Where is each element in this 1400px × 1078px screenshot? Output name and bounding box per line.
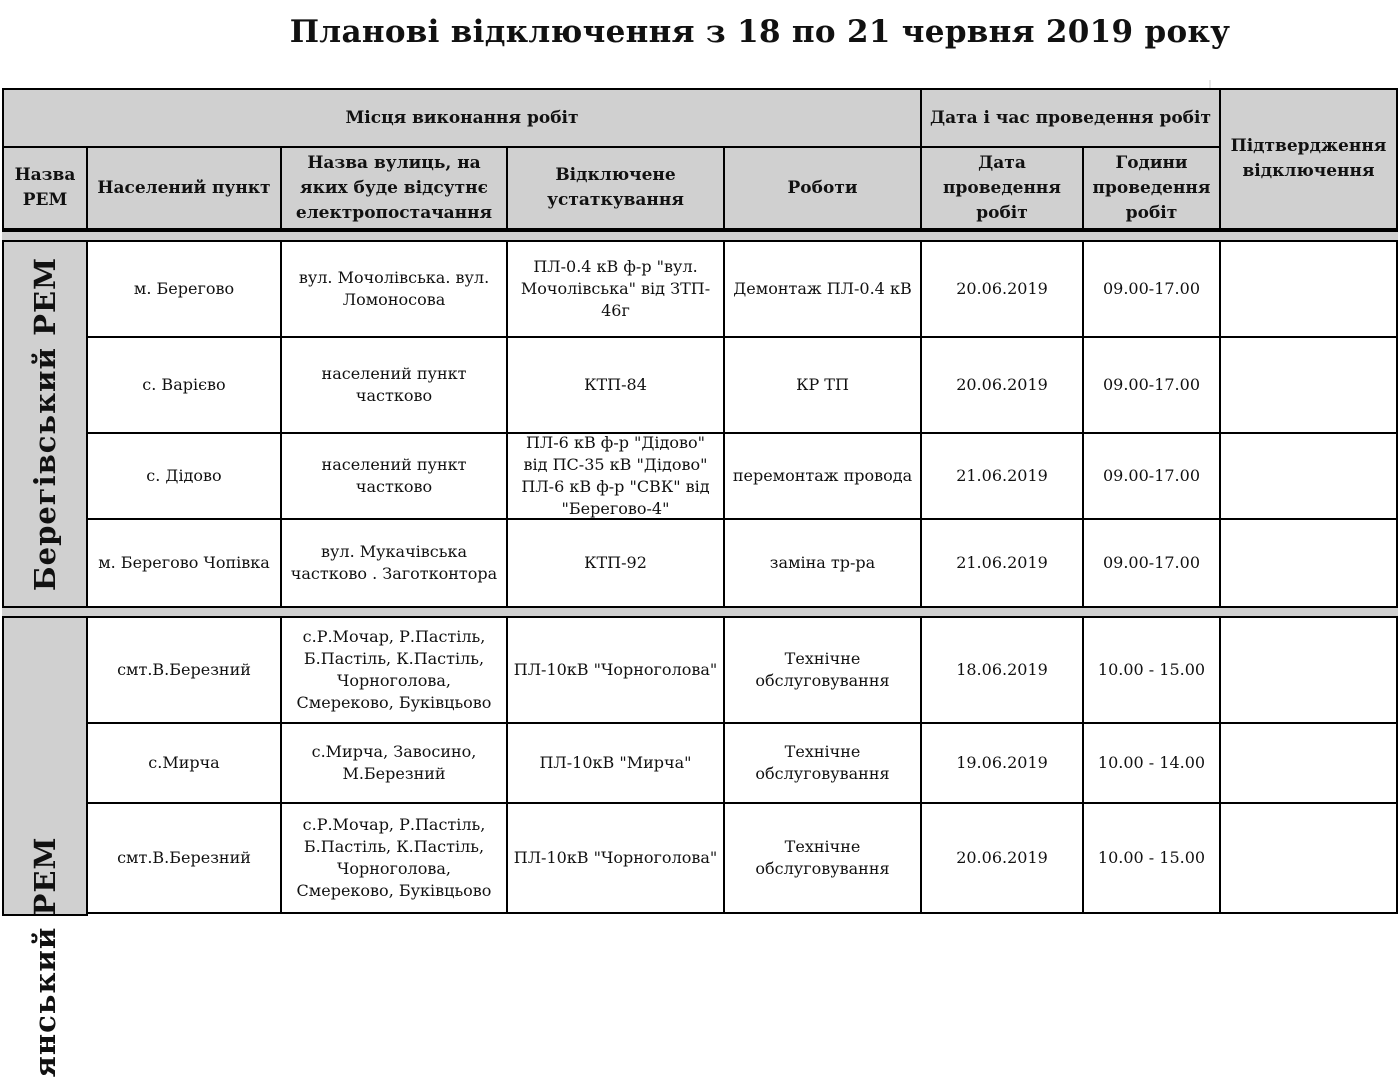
table-row-cell: 09.00-17.00 xyxy=(1082,518,1221,608)
header-rem: Назва РЕМ xyxy=(2,146,88,230)
header-datetime: Дата і час проведення робіт xyxy=(920,88,1221,148)
table-row-cell: КР ТП xyxy=(723,336,922,434)
confirm-cell xyxy=(1219,802,1398,914)
confirm-cell xyxy=(1219,240,1398,338)
table-row-cell: населений пункт частково xyxy=(280,336,508,434)
table-row-cell: перемонтаж провода xyxy=(723,432,922,520)
rem-label-bereg xyxy=(2,240,88,608)
table-row-cell: с. Варієво xyxy=(86,336,282,434)
confirm-cell xyxy=(1219,616,1398,724)
confirm-cell xyxy=(1219,518,1398,608)
header-works: Роботи xyxy=(723,146,922,230)
table-row-cell: 20.06.2019 xyxy=(920,802,1084,914)
header-equipment: Відключене устаткування xyxy=(506,146,725,230)
table-row-cell: 18.06.2019 xyxy=(920,616,1084,724)
table-row-cell: вул. Мочолівська. вул. Ломоносова xyxy=(280,240,508,338)
header-date: Дата проведення робіт xyxy=(920,146,1084,230)
table-row-cell: Технічне обслуговування xyxy=(723,722,922,804)
header-settlement: Населений пункт xyxy=(86,146,282,230)
table-row-cell: Демонтаж ПЛ-0.4 кВ xyxy=(723,240,922,338)
rem-name: янський РЕМ xyxy=(28,836,62,1078)
table-row-cell: Технічне обслуговування xyxy=(723,616,922,724)
header-confirm: Підтвердження відключення xyxy=(1219,88,1398,230)
header-hours: Години проведення робіт xyxy=(1082,146,1221,230)
table-row-cell: с.Мирча xyxy=(86,722,282,804)
table-row-cell: ПЛ-10кВ "Чорноголова" xyxy=(506,802,725,914)
table-row-cell: ПЛ-10кВ "Чорноголова" xyxy=(506,616,725,724)
table-row-cell: 10.00 - 14.00 xyxy=(1082,722,1221,804)
table-row-cell: с.Р.Мочар, Р.Пастіль, Б.Пастіль, К.Пастіль, Чорноголова, Смереково, Буківцьово xyxy=(280,802,508,914)
table-row-cell: населений пункт частково xyxy=(280,432,508,520)
table-row-cell: заміна тр-ра xyxy=(723,518,922,608)
table-row-cell: м. Берегово Чопівка xyxy=(86,518,282,608)
table-row-cell: с. Дідово xyxy=(86,432,282,520)
table-row-cell: с.Мирча, Завосино, М.Березний xyxy=(280,722,508,804)
confirm-cell xyxy=(1219,432,1398,520)
table-row-cell: с.Р.Мочар, Р.Пастіль, Б.Пастіль, К.Пастіль, Чорноголова, Смереково, Буківцьово xyxy=(280,616,508,724)
table-row-cell: м. Берегово xyxy=(86,240,282,338)
outage-table xyxy=(2,88,1398,1078)
table-row-cell: смт.В.Березний xyxy=(86,616,282,724)
table-row-cell: 10.00 - 15.00 xyxy=(1082,616,1221,724)
table-row-cell: Технічне обслуговування xyxy=(723,802,922,914)
table-row-cell: 21.06.2019 xyxy=(920,432,1084,520)
table-row-cell: 20.06.2019 xyxy=(920,240,1084,338)
table-row-cell: КТП-92 xyxy=(506,518,725,608)
table-row-cell: смт.В.Березний xyxy=(86,802,282,914)
table-row-cell: 09.00-17.00 xyxy=(1082,336,1221,434)
confirm-cell xyxy=(1219,722,1398,804)
table-row-cell: ПЛ-0.4 кВ ф-р "вул. Мочолівська" від ЗТП- 46г xyxy=(506,240,725,338)
table-row-cell: 10.00 - 15.00 xyxy=(1082,802,1221,914)
table-row-cell: 21.06.2019 xyxy=(920,518,1084,608)
header-places: Місця виконання робіт xyxy=(2,88,922,148)
header-streets: Назва вулиць, на яких буде відсутнє електропостачання xyxy=(280,146,508,230)
page-title: Планові відключення з 18 по 21 червня 2019 року xyxy=(289,14,1231,50)
table-row-cell: 20.06.2019 xyxy=(920,336,1084,434)
table-row-cell: вул. Мукачівська частково . Заготконтора xyxy=(280,518,508,608)
table-row-cell: 09.00-17.00 xyxy=(1082,432,1221,520)
table-row-cell: КТП-84 xyxy=(506,336,725,434)
confirm-cell xyxy=(1219,336,1398,434)
rem-label-velykyi-bereznyi xyxy=(2,616,88,1078)
table-row-cell: 09.00-17.00 xyxy=(1082,240,1221,338)
table-row-cell: ПЛ-6 кВ ф-р "Дідово" від ПС-35 кВ "Дідово" ПЛ-6 кВ ф-р "СВК" від "Берегово-4" xyxy=(506,432,725,520)
table-row-cell: 19.06.2019 xyxy=(920,722,1084,804)
table-row-cell: ПЛ-10кВ "Мирча" xyxy=(506,722,725,804)
rem-name: Берегівський РЕМ xyxy=(28,256,62,592)
